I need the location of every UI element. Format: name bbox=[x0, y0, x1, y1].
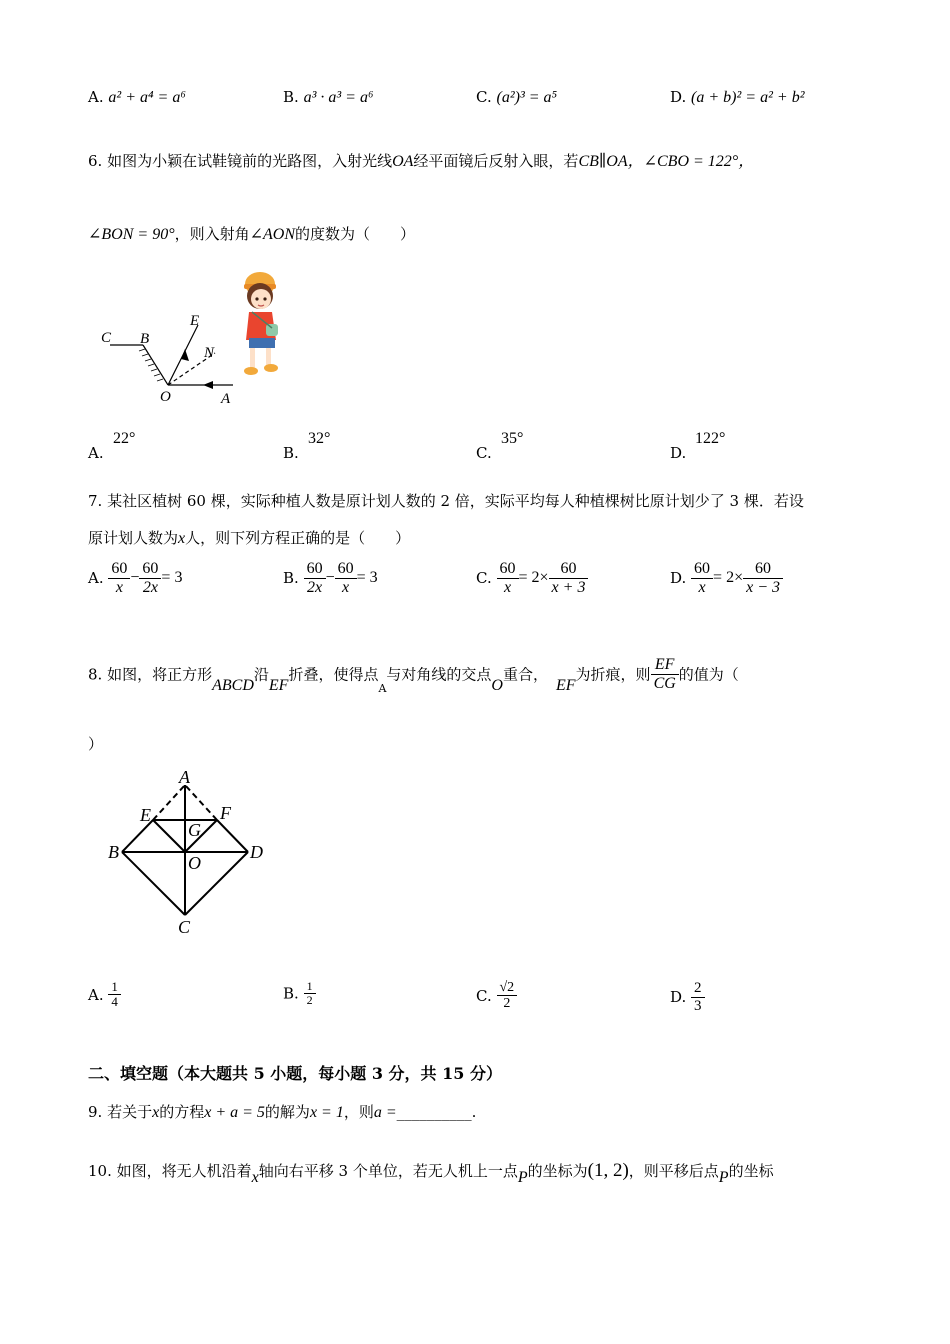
option-value: 32° bbox=[308, 430, 331, 447]
fraction-1: $\frac{60}{x}$ bbox=[497, 560, 519, 596]
q7-stem-line2: 原计划人数为x人，则下列方程正确的是（ ） bbox=[88, 529, 411, 547]
condition-bon: ∠BON = 90° bbox=[88, 226, 175, 243]
q8-option-c[interactable] bbox=[476, 980, 517, 1012]
dashed-af bbox=[185, 785, 217, 820]
condition-parallel: CB∥OA，∠CBO = 122°， bbox=[578, 153, 755, 170]
option-letter: C. bbox=[476, 88, 492, 106]
option-value: 35° bbox=[501, 430, 524, 447]
solution: x = 1 bbox=[309, 1104, 344, 1121]
option-letter: D. bbox=[670, 88, 687, 106]
segment-fd bbox=[217, 820, 248, 852]
option-letter: C. bbox=[476, 444, 492, 462]
label-n: N bbox=[204, 345, 215, 361]
variable-a: a = bbox=[373, 1104, 397, 1121]
q7-option-b[interactable]: B. $\frac{60}{2x}$ − $\frac{60}{x}$ = 3 bbox=[283, 560, 378, 596]
q7-option-a[interactable]: A. $\frac{60}{x}$ − $\frac{60}{2x}$ = 3 bbox=[88, 560, 183, 596]
option-value: 122° bbox=[695, 430, 726, 447]
coordinate: (1, 2) bbox=[587, 1160, 629, 1181]
dashed-ae bbox=[153, 785, 185, 820]
option-letter: D. bbox=[670, 444, 687, 462]
q8-square-fold-figure bbox=[100, 765, 280, 945]
answer-blank[interactable]: __________ bbox=[396, 1103, 472, 1121]
arrow-reflected bbox=[181, 349, 189, 361]
q8-option-a[interactable] bbox=[88, 980, 121, 1010]
label-b: B bbox=[140, 331, 150, 347]
point-o: O bbox=[491, 677, 503, 695]
variable-x: x bbox=[178, 530, 186, 547]
fraction-1: $\frac{60}{2x}$ bbox=[304, 560, 326, 596]
label-c: C bbox=[101, 330, 112, 346]
segment-eo bbox=[153, 820, 185, 852]
q7-option-c[interactable]: C. $\frac{60}{x}$ = 2× $\frac{60}{x + 3}$ bbox=[476, 560, 588, 596]
q8-option-d[interactable] bbox=[670, 980, 705, 1014]
label-o: O bbox=[160, 389, 171, 405]
ratio-ef-cg: $\frac{EF}{CG}$ bbox=[651, 656, 679, 692]
fraction-2: $\frac{60}{2x}$ bbox=[139, 560, 161, 596]
q6-stem-line1: 6. 如图为小颖在试鞋镜前的光路图，入射光线OA经平面镜后反射入眼，若CB∥OA，∠CBO = 122°， bbox=[88, 152, 755, 170]
option-letter: A. bbox=[88, 569, 104, 588]
q9-stem: 9. 若关于x的方程x + a = 5的解为x = 1，则a =__________. bbox=[88, 1103, 477, 1121]
option-letter: A. bbox=[88, 88, 104, 106]
option-letter: D. bbox=[670, 569, 687, 588]
mirror-hatching bbox=[139, 349, 163, 381]
label-e: E bbox=[140, 805, 151, 825]
option-letter: B. bbox=[283, 984, 299, 1003]
axis-x: x bbox=[251, 1169, 259, 1186]
option-fraction: $\frac{1}{4}$ bbox=[108, 980, 121, 1010]
q8-stem-line1: 8. 如图，将正方形ABCD沿EF折叠，使得点$_A$与对角线的交点O重合，EF为折痕，则 $\frac{EF}{CG}$ 的值为（ bbox=[88, 656, 739, 696]
q5-option-d[interactable] bbox=[670, 88, 804, 107]
square-abcd: ABCD bbox=[212, 677, 254, 695]
label-b: B bbox=[108, 842, 119, 862]
mirror-line bbox=[143, 345, 168, 385]
label-a: A bbox=[221, 391, 231, 407]
variable-x: x bbox=[152, 1104, 160, 1121]
side-bc bbox=[122, 852, 185, 915]
q5-option-a[interactable] bbox=[88, 88, 186, 107]
fraction-2: $\frac{60}{x - 3}$ bbox=[743, 560, 783, 596]
arrow-incident bbox=[203, 381, 213, 389]
label-d: D bbox=[250, 842, 263, 862]
girl-illustration bbox=[232, 268, 292, 383]
label-g: G bbox=[188, 820, 201, 840]
angle-aon: ∠AON bbox=[249, 226, 296, 243]
option-expression: a² + a⁴ = a⁶ bbox=[108, 89, 186, 106]
option-fraction: $\frac{√2}{2}$ bbox=[497, 980, 518, 1012]
option-expression: a³ · a³ = a⁶ bbox=[303, 89, 374, 106]
fraction-2: $\frac{60}{x + 3}$ bbox=[549, 560, 589, 596]
crease-ef-2: EF bbox=[556, 677, 576, 695]
point-p: P bbox=[517, 1169, 528, 1186]
q10-stem: 10. 如图，将无人机沿着x轴向右平移 3 个单位，若无人机上一点P的坐标为(1, 2)，则平移后点P的坐标 bbox=[88, 1160, 774, 1186]
option-letter: D. bbox=[670, 988, 687, 1006]
ray-oa: OA bbox=[392, 153, 414, 170]
label-c: C bbox=[178, 917, 191, 937]
option-expression: (a²)³ = a⁵ bbox=[496, 89, 558, 106]
option-letter: C. bbox=[476, 986, 492, 1005]
crease-ef: EF bbox=[268, 677, 289, 695]
section-heading-fill-in: 二、填空题（本大题共 5 小题，每小题 3 分，共 15 分） bbox=[88, 1064, 502, 1083]
q8-option-b[interactable] bbox=[283, 980, 316, 1007]
q8-stem-close: ） bbox=[88, 735, 104, 753]
label-a: A bbox=[179, 767, 190, 787]
option-fraction: $\frac{2}{3}$ bbox=[691, 980, 705, 1014]
option-fraction: $\frac{1}{2}$ bbox=[304, 980, 316, 1007]
option-letter: A. bbox=[88, 985, 104, 1004]
label-o: O bbox=[188, 853, 201, 873]
q7-option-d[interactable]: D. $\frac{60}{x}$ = 2× $\frac{60}{x - 3}$ bbox=[670, 560, 783, 596]
point-a: A bbox=[378, 682, 387, 696]
point-p-2: P bbox=[718, 1169, 729, 1186]
option-value: 22° bbox=[113, 430, 136, 447]
option-letter: C. bbox=[476, 569, 492, 588]
label-e: E bbox=[190, 313, 200, 329]
q5-option-b[interactable] bbox=[283, 88, 374, 107]
label-f: F bbox=[220, 803, 231, 823]
q6-stem-line2: ∠BON = 90°，则入射角∠AON的度数为（ ） bbox=[88, 225, 416, 243]
option-letter: A. bbox=[88, 444, 104, 462]
option-expression: (a + b)² = a² + b² bbox=[691, 89, 805, 106]
option-letter: B. bbox=[283, 569, 299, 588]
q7-stem-line1: 7. 某社区植树 60 棵，实际种植人数是原计划人数的 2 倍，实际平均每人种植棵树比原计划少了 3 棵．若设 bbox=[88, 492, 804, 510]
fraction-1: $\frac{60}{x}$ bbox=[691, 560, 713, 596]
equation: x + a = 5 bbox=[204, 1104, 265, 1121]
option-letter: B. bbox=[283, 88, 299, 106]
q5-option-c[interactable] bbox=[476, 88, 557, 107]
fraction-2: $\frac{60}{x}$ bbox=[335, 560, 357, 596]
option-letter: B. bbox=[283, 444, 299, 462]
fraction-1: $\frac{60}{x}$ bbox=[108, 560, 130, 596]
